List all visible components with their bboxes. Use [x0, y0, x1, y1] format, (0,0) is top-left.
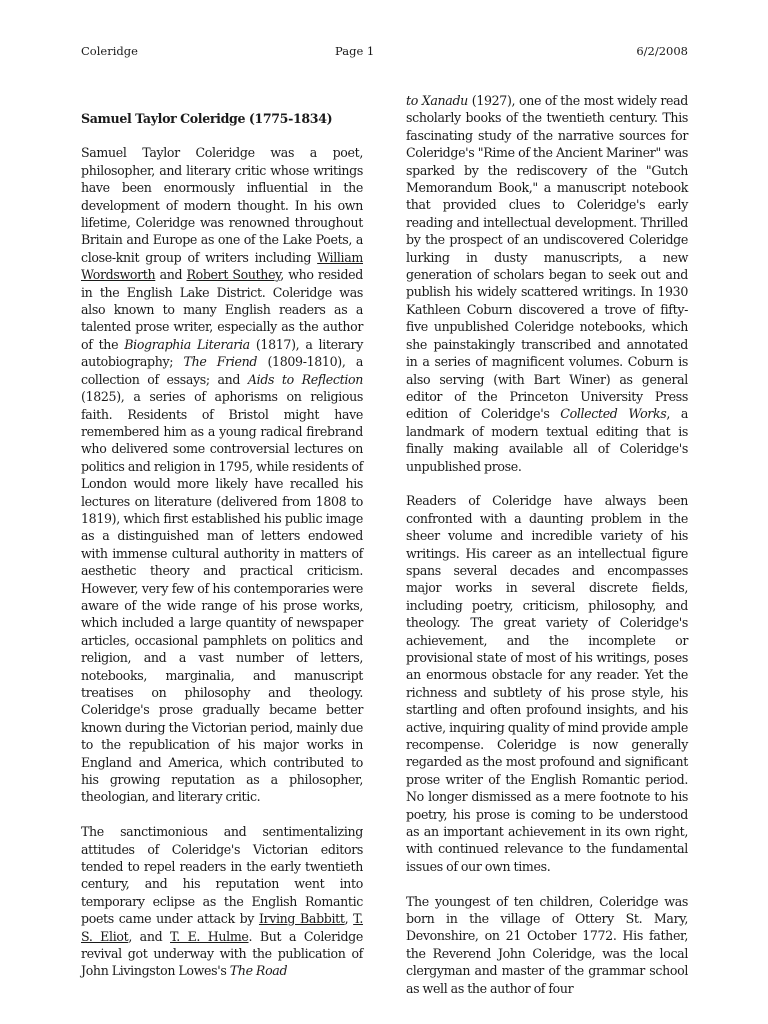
- text: , who resided in the English Lake District. Coleridge was also known to many English readers as a talented prose writer, especially as the author of the: [81, 267, 363, 352]
- link-irving-babbitt[interactable]: Irving Babbitt: [258, 911, 345, 927]
- header-date: 6/2/2008: [636, 44, 688, 58]
- left-column: [81, 92, 363, 997]
- work-title-friend: The Friend: [183, 354, 258, 370]
- paragraph-intro: [81, 144, 363, 805]
- link-te-hulme[interactable]: T. E. Hulme: [170, 928, 249, 944]
- right-column: [406, 92, 688, 1014]
- text: and: [155, 267, 187, 283]
- header-page-number: Page 1: [335, 44, 375, 58]
- link-robert-southey[interactable]: Robert Southey: [186, 267, 281, 283]
- text: . But a Coleridge revival got underway with the publication of John Livingston Lowes's: [81, 928, 363, 979]
- text: (1809-1810), a collection of essays; and: [81, 354, 363, 387]
- text: , and: [128, 928, 171, 944]
- link-william-wordsworth[interactable]: William Wordsworth: [81, 249, 363, 283]
- work-title-collected: Collected Works: [560, 406, 667, 422]
- paragraph-revival: [406, 92, 688, 475]
- paragraph-readers: Readers of Coleridge have always been confronted with a daunting problem in the sheer volume and incredible variety of his writings. His career as an intellectual figure spans several decades and encompasses major works in several discrete fields, including poetry, criticism, philosophy, and theology. The great variety of Coleridge's achievement, and the incomplete or provisional state of most of his writings, poses an enormous obstacle for any reader. Yet the richness and subtlety of his prose style, his startling and often profound insights, and his active, inquiring quality of mind provide ample recompense. Coleridge is now generally regarded as the most profound and significant prose writer of the English Romantic period. No longer dismissed as a mere footnote to his poetry, his prose is coming to be understood as an important achievement in its own right, with continued relevance to the fundamental issues of our own times.: [406, 493, 688, 874]
- paragraph-reputation: [81, 823, 363, 980]
- text: (1825), a series of aphorisms on religious faith. Residents of Bristol might have remembered him as a young radical firebrand who delivered some controversial lectures on politics and religion in 1795, while residents of London would more likely have recalled his lectures on literature (delivered from 1808 to 1819), which first established his public image as a distinguished man of letters endowed with immense cultural authority in matters of aesthetic theory and practical criticism. However, very few of his contemporaries were aware of the wide range of his prose works, which included a large quantity of newspaper articles, occasional pamphlets on politics and religion, and a vast number of letters, notebooks, marginalia, and manuscript treatises on philosophy and theology. Coleridge's prose gradually became better known during the Victorian period, mainly due to the republication of his major works in England and America, which contributed to his growing reputation as a philosopher, theologian, and literary critic.: [81, 389, 363, 805]
- text: , a landmark of modern textual editing that is finally making available all of Coleridge's unpublished prose.: [406, 406, 689, 474]
- text: (1927), one of the most widely read scholarly books of the twentieth century. This fascinating study of the narrative sources for Coleridge's "Rime of the Ancient Mariner" was sparked by the rediscovery of the "Gutch Memorandum Book," a manuscript notebook that provided clues to Coleridge's early reading and intellectual development. Thrilled by the prospect of an undiscovered Coleridge lurking in dusty manuscripts, a new generation of scholars began to seek out and publish his widely scattered writings. In 1930 Kathleen Coburn discovered a trove of fifty-five unpublished Coleridge notebooks, which she painstakingly transcribed and annotated in a series of magnificent volumes. Coburn is also serving (with Bart Winer) as general editor of the Princeton University Press edition of Coleridge's: [406, 93, 688, 422]
- header-doc-name: Coleridge: [81, 44, 138, 58]
- text: Samuel Taylor Coleridge was a poet, philosopher, and literary critic whose writings have been enormously influential in the development of modern thought. In his own lifetime, Coleridge was renowned throughout Britain and Europe as one of the Lake Poets, a close-knit group of writers including: [81, 145, 363, 265]
- work-title-road: The Road: [229, 963, 288, 979]
- article-title: Samuel Taylor Coleridge (1775-1834): [81, 111, 333, 126]
- text: The sanctimonious and sentimentalizing attitudes of Coleridge's Victorian editors tended to repel readers in the early twentieth century, and his reputation went into temporary eclipse as the English Romantic poets came under attack by: [81, 824, 363, 927]
- paragraph-biography: The youngest of ten children, Coleridge was born in the village of Ottery St. Mary, Devonshire, on 21 October 1772. His father, the Reverend John Coleridge, was the local clergyman and master of the grammar school as well as the author of four: [406, 893, 688, 996]
- work-title-biographia: Biographia Literaria: [124, 336, 250, 352]
- link-ts-eliot[interactable]: T. S. Eliot: [81, 911, 363, 944]
- page-header: [81, 44, 688, 64]
- work-title-xanadu: to Xanadu: [406, 93, 468, 108]
- text: ,: [344, 911, 354, 927]
- text: (1817), a literary autobiography;: [81, 336, 363, 370]
- work-title-aids: Aids to Reflection: [247, 371, 363, 387]
